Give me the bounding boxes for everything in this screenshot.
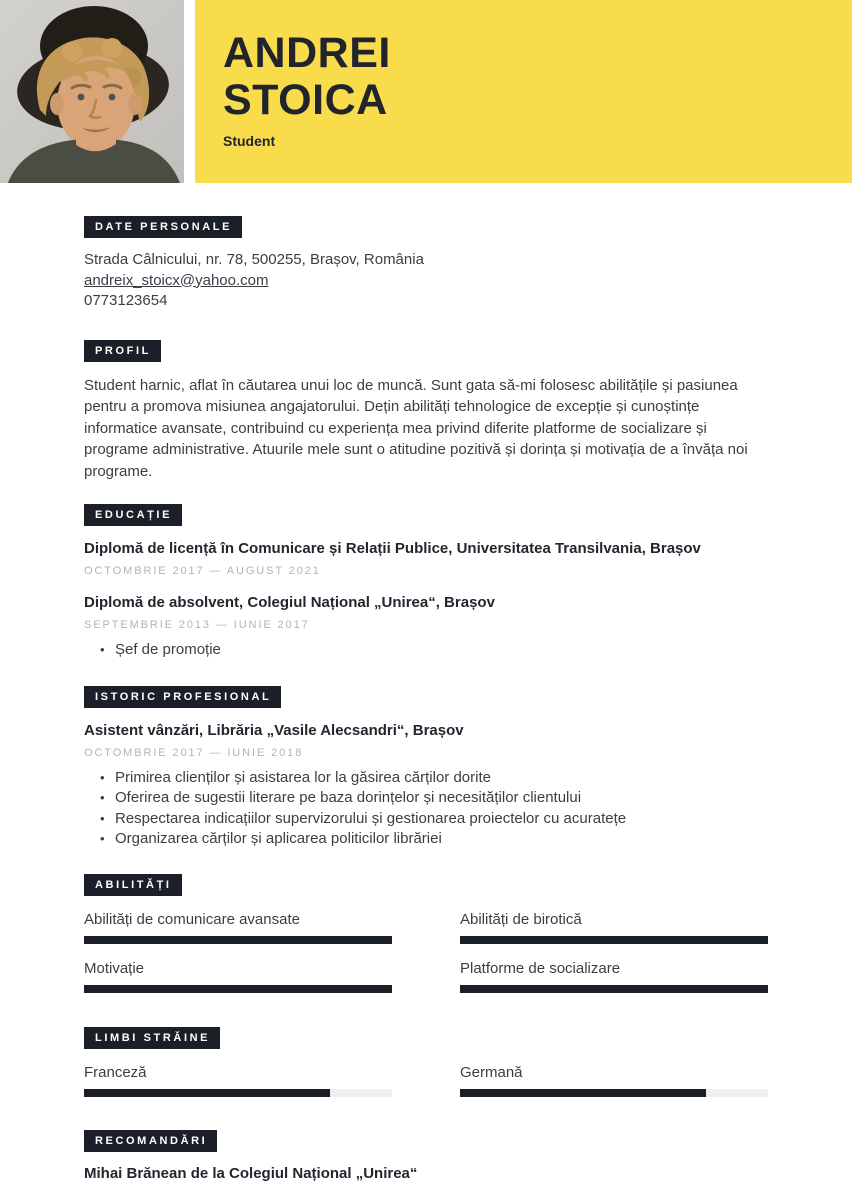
education-item-dates: OCTOMBRIE 2017 — AUGUST 2021 bbox=[84, 565, 321, 577]
skill-item bbox=[84, 959, 392, 993]
profile-paragraph: Student harnic, aflat în căutarea unui loc de muncă. Sunt gata să-mi folosesc abilitățile și pasiunea pentru a promova misiunea angajatorului. Dețin abilități tehnologice de excepție și cunoștințe informatice avansate, contribuind cu experiența mea privind diferite platforme de socializare și programe administrative. Atuurile mele sunt o atitudine pozitivă și dorința și motivația de a învăța noi programe. bbox=[84, 376, 748, 480]
skill-label: Abilități de birotică bbox=[460, 910, 582, 928]
candidate-name-line2: STOICA bbox=[223, 76, 388, 124]
candidate-name bbox=[223, 30, 852, 124]
bullet-glyph: • bbox=[100, 831, 105, 846]
header-divider-gap bbox=[184, 0, 195, 183]
skill-meter bbox=[84, 936, 392, 944]
section-work-heading: ISTORIC PROFESIONAL bbox=[84, 686, 281, 708]
skill-item bbox=[460, 910, 768, 944]
education-bullet-list bbox=[84, 640, 768, 661]
bullet-text: Respectarea indicațiilor supervizorului și gestionarea proiectelor cu acuratețe bbox=[115, 809, 627, 827]
skill-label: Abilități de comunicare avansate bbox=[84, 910, 300, 928]
work-item bbox=[84, 721, 768, 850]
language-item bbox=[84, 1063, 392, 1097]
language-meter bbox=[460, 1089, 768, 1097]
bullet-glyph: • bbox=[100, 810, 105, 826]
language-label: Franceză bbox=[84, 1063, 147, 1081]
bullet-item bbox=[84, 829, 768, 850]
contact-phone: 0773123654 bbox=[84, 292, 168, 309]
skill-item bbox=[84, 910, 392, 944]
section-profile-heading: PROFIL bbox=[84, 340, 161, 362]
education-item-title: Diplomă de absolvent, Colegiul Național „Unirea“, Brașov bbox=[84, 594, 495, 611]
skill-meter-fill bbox=[84, 985, 392, 993]
contact-address: Strada Câlnicului, nr. 78, 500255, Brașov, România bbox=[84, 251, 424, 268]
work-bullet-list bbox=[84, 768, 768, 850]
skill-label: Motivație bbox=[84, 959, 145, 977]
section-languages bbox=[84, 1027, 768, 1097]
bullet-glyph: • bbox=[100, 769, 105, 785]
header bbox=[0, 0, 852, 183]
contact-block bbox=[84, 250, 768, 312]
skill-meter bbox=[84, 985, 392, 993]
cv-body bbox=[0, 183, 852, 1182]
languages-grid bbox=[84, 1063, 768, 1097]
skill-item bbox=[460, 959, 768, 993]
language-meter-fill bbox=[460, 1089, 706, 1097]
section-personal-heading: DATE PERSONALE bbox=[84, 216, 242, 238]
recommendation-name: Mihai Brănean de la Colegiul Național „Unirea“ bbox=[84, 1164, 418, 1182]
section-languages-heading: LIMBI STRĂINE bbox=[84, 1027, 220, 1049]
language-meter bbox=[84, 1089, 392, 1097]
education-item-title: Diplomă de licență în Comunicare și Relații Publice, Universitatea Transilvania, Brașov bbox=[84, 540, 701, 557]
language-meter-fill bbox=[84, 1089, 330, 1097]
bullet-text: Șef de promoție bbox=[115, 641, 221, 658]
education-item bbox=[84, 593, 768, 661]
skill-meter bbox=[460, 985, 768, 993]
bullet-glyph: • bbox=[100, 642, 105, 657]
skill-label: Platforme de socializare bbox=[460, 959, 621, 977]
bullet-text: Primirea clienților și asistarea lor la găsirea cărților dorite bbox=[115, 768, 491, 786]
skill-meter bbox=[460, 936, 768, 944]
candidate-role: Student bbox=[223, 133, 276, 149]
section-recommendations bbox=[84, 1130, 768, 1182]
skill-meter-fill bbox=[84, 936, 392, 944]
work-item-dates: OCTOMBRIE 2017 — IUNIE 2018 bbox=[84, 746, 304, 759]
skills-grid bbox=[84, 910, 768, 993]
section-education-heading: EDUCAȚIE bbox=[84, 504, 182, 526]
bullet-item bbox=[84, 640, 768, 661]
contact-email-link[interactable]: andreix_stoicx@yahoo.com bbox=[84, 271, 269, 289]
bullet-text: Organizarea cărților și aplicarea politicilor librăriei bbox=[115, 830, 442, 847]
bullet-item bbox=[84, 768, 768, 789]
bullet-item bbox=[84, 809, 768, 830]
section-personal bbox=[84, 216, 768, 312]
skill-meter-fill bbox=[460, 985, 768, 993]
bullet-text: Oferirea de sugestii literare pe baza dorințelor și necesităților clientului bbox=[115, 789, 582, 806]
candidate-name-line1: ANDREI bbox=[223, 29, 391, 77]
work-item-title: Asistent vânzări, Librăria „Vasile Alecsandri“, Brașov bbox=[84, 721, 464, 739]
section-recommendations-heading: RECOMANDĂRI bbox=[84, 1130, 217, 1152]
bullet-item bbox=[84, 788, 768, 809]
language-item bbox=[460, 1063, 768, 1097]
education-item-dates: SEPTEMBRIE 2013 — IUNIE 2017 bbox=[84, 619, 310, 631]
profile-photo bbox=[0, 0, 184, 183]
bullet-glyph: • bbox=[100, 790, 105, 805]
section-skills-heading: ABILITĂȚI bbox=[84, 874, 182, 896]
education-item bbox=[84, 539, 768, 577]
section-education bbox=[84, 504, 768, 661]
skill-meter-fill bbox=[460, 936, 768, 944]
profile-photo-illustration bbox=[0, 0, 184, 183]
header-banner bbox=[195, 0, 852, 183]
section-skills bbox=[84, 874, 768, 993]
section-profile bbox=[84, 340, 768, 483]
language-label: Germană bbox=[460, 1063, 523, 1081]
section-work-history bbox=[84, 686, 768, 850]
